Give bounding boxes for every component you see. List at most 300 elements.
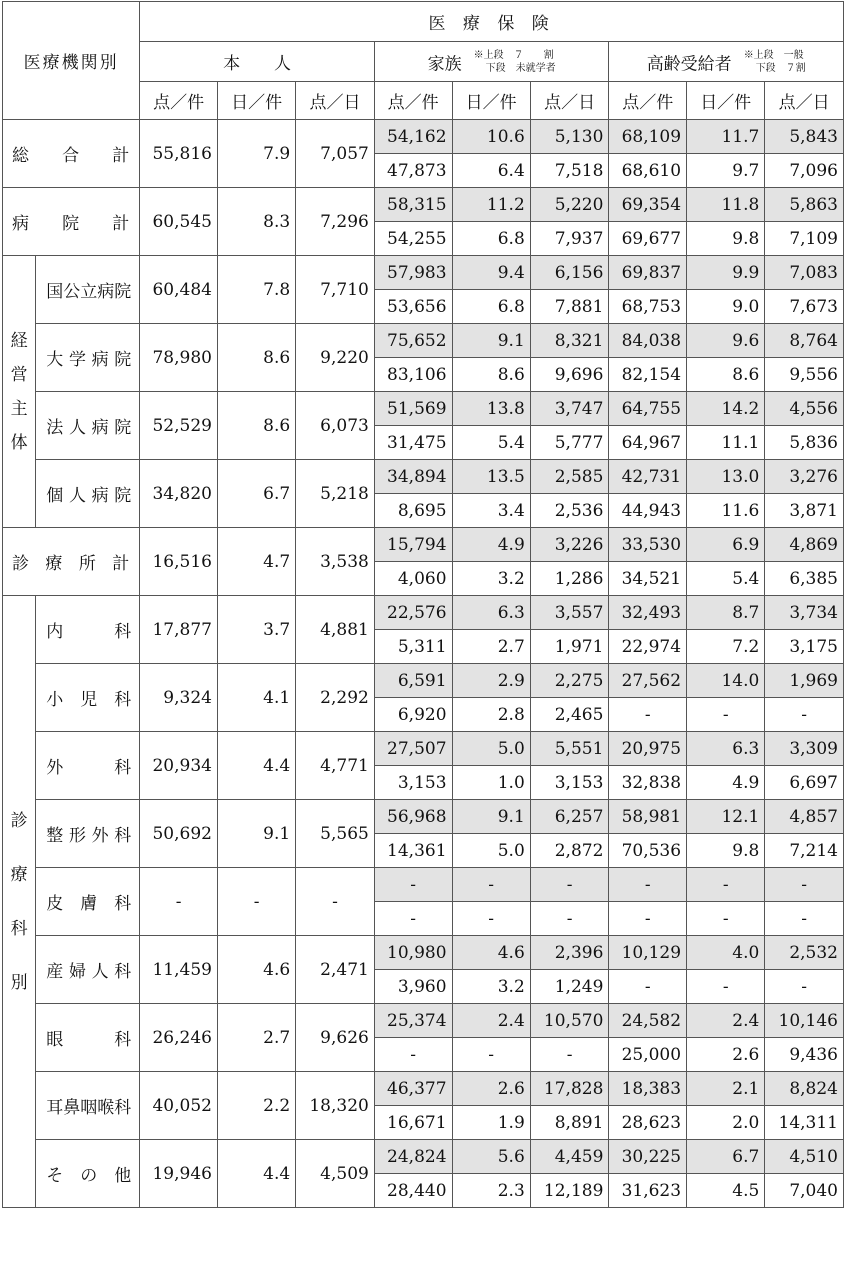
family-lower-value: 2.3 <box>452 1174 530 1208</box>
elderly-upper-value: 8,824 <box>765 1072 844 1106</box>
elderly-note <box>744 49 806 75</box>
family-lower-value: 3.4 <box>452 494 530 528</box>
group-elderly <box>609 42 844 82</box>
elderly-lower-value: 32,838 <box>609 766 687 800</box>
family-lower-value: 2,872 <box>530 834 609 868</box>
family-note-upper: ※上段 ７ 割 <box>473 49 554 61</box>
family-lower-value: 6,920 <box>374 698 452 732</box>
family-lower-value: 3.2 <box>452 970 530 1004</box>
family-lower-value: 14,361 <box>374 834 452 868</box>
elderly-upper-value: 64,755 <box>609 392 687 426</box>
elderly-upper-value: 24,582 <box>609 1004 687 1038</box>
family-upper-value: 56,968 <box>374 800 452 834</box>
elderly-lower-value: 7,673 <box>765 290 844 324</box>
family-lower-value: 83,106 <box>374 358 452 392</box>
family-lower-value: 2,465 <box>530 698 609 732</box>
family-upper-value: 6,591 <box>374 664 452 698</box>
elderly-lower-value: - <box>765 698 844 732</box>
self-value: - <box>296 868 375 936</box>
self-value: 78,980 <box>140 324 218 392</box>
elderly-upper-value: 68,109 <box>609 120 687 154</box>
elderly-lower-value: - <box>609 698 687 732</box>
family-upper-value: 4,459 <box>530 1140 609 1174</box>
family-lower-value: - <box>530 1038 609 1072</box>
category-char: 営 <box>10 364 28 385</box>
elderly-upper-value: 3,276 <box>765 460 844 494</box>
self-value: 2,471 <box>296 936 375 1004</box>
self-value: 26,246 <box>140 1004 218 1072</box>
elderly-upper-value: 10,146 <box>765 1004 844 1038</box>
family-lower-value: - <box>452 1038 530 1072</box>
self-value: 52,529 <box>140 392 218 460</box>
self-value: 6.7 <box>217 460 295 528</box>
elderly-lower-value: 22,974 <box>609 630 687 664</box>
table-row <box>3 256 844 290</box>
elderly-upper-value: 4,869 <box>765 528 844 562</box>
elderly-lower-value: 44,943 <box>609 494 687 528</box>
elderly-upper-value: 42,731 <box>609 460 687 494</box>
family-lower-value: 47,873 <box>374 154 452 188</box>
family-upper-value: 34,894 <box>374 460 452 494</box>
family-upper-value: 3,747 <box>530 392 609 426</box>
elderly-upper-value: 9.6 <box>687 324 765 358</box>
row-label: その他 <box>36 1140 140 1208</box>
self-value: 20,934 <box>140 732 218 800</box>
elderly-lower-value: 4.9 <box>687 766 765 800</box>
unit-header: 日／件 <box>687 82 765 120</box>
elderly-lower-value: 31,623 <box>609 1174 687 1208</box>
elderly-lower-value: 68,753 <box>609 290 687 324</box>
family-upper-value: 5,551 <box>530 732 609 766</box>
unit-header: 点／件 <box>374 82 452 120</box>
elderly-upper-value: 7,083 <box>765 256 844 290</box>
family-lower-value: - <box>374 1038 452 1072</box>
family-lower-value: 6.4 <box>452 154 530 188</box>
family-upper-value: 9.1 <box>452 800 530 834</box>
elderly-lower-value: 2.6 <box>687 1038 765 1072</box>
table-row <box>3 596 844 630</box>
category-char: 療 <box>10 864 28 885</box>
self-value: 2.2 <box>217 1072 295 1140</box>
self-value: 60,545 <box>140 188 218 256</box>
elderly-upper-value: 69,837 <box>609 256 687 290</box>
self-value: 17,877 <box>140 596 218 664</box>
elderly-lower-value: - <box>687 902 765 936</box>
family-lower-value: 7,881 <box>530 290 609 324</box>
family-lower-value: 7,518 <box>530 154 609 188</box>
family-upper-value: 57,983 <box>374 256 452 290</box>
family-lower-value: 1,971 <box>530 630 609 664</box>
row-label: 国公立病院 <box>36 256 140 324</box>
row-label: 耳鼻咽喉科 <box>36 1072 140 1140</box>
family-lower-value: 5,311 <box>374 630 452 664</box>
family-upper-value: - <box>452 868 530 902</box>
table-row <box>3 1140 844 1174</box>
table-row <box>3 120 844 154</box>
elderly-upper-value: 8,764 <box>765 324 844 358</box>
elderly-upper-value: 8.7 <box>687 596 765 630</box>
self-value: 7,710 <box>296 256 375 324</box>
self-value: 3.7 <box>217 596 295 664</box>
family-lower-value: 6.8 <box>452 290 530 324</box>
self-value: 7,057 <box>296 120 375 188</box>
elderly-lower-value: 2.0 <box>687 1106 765 1140</box>
self-value: 7.8 <box>217 256 295 324</box>
elderly-upper-value: 4,510 <box>765 1140 844 1174</box>
elderly-upper-value: 12.1 <box>687 800 765 834</box>
elderly-upper-value: 4,556 <box>765 392 844 426</box>
table-row <box>3 324 844 358</box>
family-upper-value: 2.9 <box>452 664 530 698</box>
self-value: 2.7 <box>217 1004 295 1072</box>
insurance-header: 医 療 保 険 <box>140 2 844 42</box>
elderly-lower-value: - <box>765 902 844 936</box>
table-row <box>3 868 844 902</box>
table-row <box>3 1004 844 1038</box>
category-label <box>3 596 36 1208</box>
elderly-lower-value: 9,436 <box>765 1038 844 1072</box>
family-lower-value: 8,891 <box>530 1106 609 1140</box>
family-lower-value: - <box>530 902 609 936</box>
self-value: 8.6 <box>217 324 295 392</box>
elderly-lower-value: 82,154 <box>609 358 687 392</box>
row-label: 総合計 <box>3 120 140 188</box>
elderly-upper-value: 11.7 <box>687 120 765 154</box>
self-value: 3,538 <box>296 528 375 596</box>
family-lower-value: 1.0 <box>452 766 530 800</box>
self-value: 4.7 <box>217 528 295 596</box>
elderly-upper-value: 3,734 <box>765 596 844 630</box>
self-value: 7,296 <box>296 188 375 256</box>
family-lower-value: 31,475 <box>374 426 452 460</box>
elderly-lower-value: 7,040 <box>765 1174 844 1208</box>
table-row <box>3 528 844 562</box>
elderly-lower-value: 69,677 <box>609 222 687 256</box>
family-lower-value: 5,777 <box>530 426 609 460</box>
unit-header: 点／件 <box>609 82 687 120</box>
family-lower-value: 1,286 <box>530 562 609 596</box>
family-upper-value: 2.6 <box>452 1072 530 1106</box>
table-row <box>3 664 844 698</box>
elderly-upper-value: 27,562 <box>609 664 687 698</box>
family-lower-value: - <box>452 902 530 936</box>
elderly-lower-value: - <box>765 970 844 1004</box>
family-upper-value: 6,257 <box>530 800 609 834</box>
elderly-lower-value: 9.7 <box>687 154 765 188</box>
self-value: 4.4 <box>217 732 295 800</box>
elderly-upper-value: 30,225 <box>609 1140 687 1174</box>
unit-header: 点／日 <box>530 82 609 120</box>
table-row <box>3 936 844 970</box>
row-label: 小児科 <box>36 664 140 732</box>
elderly-lower-value: 68,610 <box>609 154 687 188</box>
elderly-lower-value: 11.1 <box>687 426 765 460</box>
group-family-label: 家族 <box>427 54 462 74</box>
elderly-upper-value: 69,354 <box>609 188 687 222</box>
elderly-upper-value: 58,981 <box>609 800 687 834</box>
elderly-lower-value: 3,871 <box>765 494 844 528</box>
self-value: 55,816 <box>140 120 218 188</box>
elderly-upper-value: 2.4 <box>687 1004 765 1038</box>
self-value: 2,292 <box>296 664 375 732</box>
family-lower-value: 16,671 <box>374 1106 452 1140</box>
table-row <box>3 460 844 494</box>
table-row <box>3 392 844 426</box>
family-upper-value: 46,377 <box>374 1072 452 1106</box>
elderly-upper-value: 2.1 <box>687 1072 765 1106</box>
family-note <box>474 49 556 75</box>
family-upper-value: 22,576 <box>374 596 452 630</box>
elderly-lower-value: 70,536 <box>609 834 687 868</box>
elderly-lower-value: 9.8 <box>687 222 765 256</box>
family-upper-value: 2.4 <box>452 1004 530 1038</box>
elderly-upper-value: - <box>609 868 687 902</box>
family-lower-value: 2,536 <box>530 494 609 528</box>
group-self <box>140 42 375 82</box>
family-upper-value: 25,374 <box>374 1004 452 1038</box>
family-upper-value: 10.6 <box>452 120 530 154</box>
family-lower-value: 12,189 <box>530 1174 609 1208</box>
table-row <box>3 732 844 766</box>
elderly-lower-value: 6,697 <box>765 766 844 800</box>
elderly-lower-value: - <box>609 902 687 936</box>
self-value: 7.9 <box>217 120 295 188</box>
elderly-lower-value: 5,836 <box>765 426 844 460</box>
self-value: 19,946 <box>140 1140 218 1208</box>
self-value: 18,320 <box>296 1072 375 1140</box>
self-value: 5,565 <box>296 800 375 868</box>
table-row <box>3 800 844 834</box>
row-label: 皮膚科 <box>36 868 140 936</box>
family-upper-value: 6.3 <box>452 596 530 630</box>
self-value: - <box>140 868 218 936</box>
elderly-upper-value: 13.0 <box>687 460 765 494</box>
family-upper-value: 9.1 <box>452 324 530 358</box>
family-lower-value: 53,656 <box>374 290 452 324</box>
family-upper-value: 24,824 <box>374 1140 452 1174</box>
family-upper-value: 10,980 <box>374 936 452 970</box>
unit-header: 点／件 <box>140 82 218 120</box>
row-label: 個人病院 <box>36 460 140 528</box>
category-label <box>3 256 36 528</box>
elderly-lower-value: 8.6 <box>687 358 765 392</box>
family-upper-value: 13.5 <box>452 460 530 494</box>
self-value: 8.6 <box>217 392 295 460</box>
elderly-lower-value: 4.5 <box>687 1174 765 1208</box>
self-value: 5,218 <box>296 460 375 528</box>
elderly-lower-value: 7,109 <box>765 222 844 256</box>
elderly-upper-value: 4.0 <box>687 936 765 970</box>
family-upper-value: 54,162 <box>374 120 452 154</box>
family-lower-value: 8.6 <box>452 358 530 392</box>
category-char: 主 <box>10 398 28 419</box>
family-lower-value: 1,249 <box>530 970 609 1004</box>
family-upper-value: 6,156 <box>530 256 609 290</box>
family-upper-value: 75,652 <box>374 324 452 358</box>
elderly-lower-value: 7.2 <box>687 630 765 664</box>
family-upper-value: 11.2 <box>452 188 530 222</box>
family-upper-value: 58,315 <box>374 188 452 222</box>
row-label: 外科 <box>36 732 140 800</box>
elderly-lower-value: 11.6 <box>687 494 765 528</box>
elderly-upper-value: 9.9 <box>687 256 765 290</box>
self-value: 4.4 <box>217 1140 295 1208</box>
elderly-upper-value: 33,530 <box>609 528 687 562</box>
family-upper-value: 15,794 <box>374 528 452 562</box>
self-value: 9,324 <box>140 664 218 732</box>
family-note-lower: 下段 未就学者 <box>485 62 556 74</box>
elderly-upper-value: 14.0 <box>687 664 765 698</box>
row-label: 内科 <box>36 596 140 664</box>
elderly-upper-value: 1,969 <box>765 664 844 698</box>
elderly-lower-value: - <box>687 970 765 1004</box>
family-upper-value: 17,828 <box>530 1072 609 1106</box>
family-lower-value: 3,153 <box>374 766 452 800</box>
elderly-note-lower: 下段 ７割 <box>755 62 806 74</box>
elderly-lower-value: 9.8 <box>687 834 765 868</box>
category-char: 科 <box>10 918 28 939</box>
self-value: 9.1 <box>217 800 295 868</box>
family-lower-value: 7,937 <box>530 222 609 256</box>
family-lower-value: 5.4 <box>452 426 530 460</box>
family-lower-value: 5.0 <box>452 834 530 868</box>
self-value: 60,484 <box>140 256 218 324</box>
row-label: 大学病院 <box>36 324 140 392</box>
family-upper-value: 5.0 <box>452 732 530 766</box>
elderly-lower-value: 7,214 <box>765 834 844 868</box>
elderly-upper-value: 4,857 <box>765 800 844 834</box>
elderly-lower-value: - <box>609 970 687 1004</box>
self-value: 34,820 <box>140 460 218 528</box>
group-self-label: 本 人 <box>223 54 292 74</box>
elderly-lower-value: 7,096 <box>765 154 844 188</box>
elderly-upper-value: 20,975 <box>609 732 687 766</box>
family-lower-value: 3,153 <box>530 766 609 800</box>
elderly-upper-value: 14.2 <box>687 392 765 426</box>
unit-header: 日／件 <box>452 82 530 120</box>
family-upper-value: 3,226 <box>530 528 609 562</box>
elderly-upper-value: 10,129 <box>609 936 687 970</box>
family-upper-value: 8,321 <box>530 324 609 358</box>
self-value: 4.6 <box>217 936 295 1004</box>
group-family <box>374 42 609 82</box>
row-label: 病院計 <box>3 188 140 256</box>
family-upper-value: 9.4 <box>452 256 530 290</box>
elderly-upper-value: 6.7 <box>687 1140 765 1174</box>
family-lower-value: 8,695 <box>374 494 452 528</box>
elderly-upper-value: - <box>687 868 765 902</box>
elderly-lower-value: 6,385 <box>765 562 844 596</box>
elderly-upper-value: 5,863 <box>765 188 844 222</box>
elderly-upper-value: 6.3 <box>687 732 765 766</box>
group-elderly-label: 高齢受給者 <box>646 54 732 74</box>
elderly-upper-value: 6.9 <box>687 528 765 562</box>
self-value: 4,771 <box>296 732 375 800</box>
family-lower-value: 2.8 <box>452 698 530 732</box>
table-row <box>3 188 844 222</box>
elderly-upper-value: 5,843 <box>765 120 844 154</box>
elderly-lower-value: 9.0 <box>687 290 765 324</box>
self-value: 6,073 <box>296 392 375 460</box>
self-value: 40,052 <box>140 1072 218 1140</box>
family-upper-value: 5.6 <box>452 1140 530 1174</box>
elderly-upper-value: - <box>765 868 844 902</box>
row-header-label: 医療機関別 <box>3 2 140 120</box>
self-value: 4,881 <box>296 596 375 664</box>
elderly-note-upper: ※上段 一般 <box>743 49 804 61</box>
self-value: 16,516 <box>140 528 218 596</box>
row-label: 整形外科 <box>36 800 140 868</box>
elderly-lower-value: 34,521 <box>609 562 687 596</box>
elderly-upper-value: 32,493 <box>609 596 687 630</box>
family-upper-value: 4.6 <box>452 936 530 970</box>
family-lower-value: 28,440 <box>374 1174 452 1208</box>
family-upper-value: 2,275 <box>530 664 609 698</box>
unit-header: 点／日 <box>765 82 844 120</box>
elderly-upper-value: 3,309 <box>765 732 844 766</box>
family-upper-value: 2,396 <box>530 936 609 970</box>
category-char: 別 <box>10 972 28 993</box>
family-upper-value: 3,557 <box>530 596 609 630</box>
family-upper-value: - <box>374 868 452 902</box>
family-lower-value: 3,960 <box>374 970 452 1004</box>
elderly-lower-value: 64,967 <box>609 426 687 460</box>
category-char: 体 <box>10 432 28 453</box>
elderly-lower-value: 28,623 <box>609 1106 687 1140</box>
family-lower-value: - <box>374 902 452 936</box>
family-upper-value: 13.8 <box>452 392 530 426</box>
self-value: 9,220 <box>296 324 375 392</box>
elderly-lower-value: 9,556 <box>765 358 844 392</box>
category-char: 経 <box>10 330 28 351</box>
elderly-lower-value: - <box>687 698 765 732</box>
elderly-lower-value: 5.4 <box>687 562 765 596</box>
self-value: - <box>217 868 295 936</box>
row-label: 産婦人科 <box>36 936 140 1004</box>
category-char: 診 <box>10 810 28 831</box>
unit-header: 日／件 <box>217 82 295 120</box>
family-lower-value: 4,060 <box>374 562 452 596</box>
unit-header: 点／日 <box>296 82 375 120</box>
self-value: 8.3 <box>217 188 295 256</box>
family-upper-value: 27,507 <box>374 732 452 766</box>
family-upper-value: 10,570 <box>530 1004 609 1038</box>
family-lower-value: 6.8 <box>452 222 530 256</box>
self-value: 4.1 <box>217 664 295 732</box>
self-value: 4,509 <box>296 1140 375 1208</box>
self-value: 9,626 <box>296 1004 375 1072</box>
table-row <box>3 1072 844 1106</box>
row-label: 診療所計 <box>3 528 140 596</box>
family-upper-value: 2,585 <box>530 460 609 494</box>
family-upper-value: - <box>530 868 609 902</box>
family-lower-value: 2.7 <box>452 630 530 664</box>
elderly-upper-value: 18,383 <box>609 1072 687 1106</box>
family-lower-value: 54,255 <box>374 222 452 256</box>
elderly-lower-value: 14,311 <box>765 1106 844 1140</box>
elderly-lower-value: 3,175 <box>765 630 844 664</box>
row-label: 法人病院 <box>36 392 140 460</box>
family-upper-value: 5,220 <box>530 188 609 222</box>
family-upper-value: 51,569 <box>374 392 452 426</box>
self-value: 50,692 <box>140 800 218 868</box>
self-value: 11,459 <box>140 936 218 1004</box>
family-upper-value: 5,130 <box>530 120 609 154</box>
elderly-upper-value: 2,532 <box>765 936 844 970</box>
medical-cost-table <box>2 1 844 1208</box>
family-lower-value: 1.9 <box>452 1106 530 1140</box>
elderly-upper-value: 84,038 <box>609 324 687 358</box>
